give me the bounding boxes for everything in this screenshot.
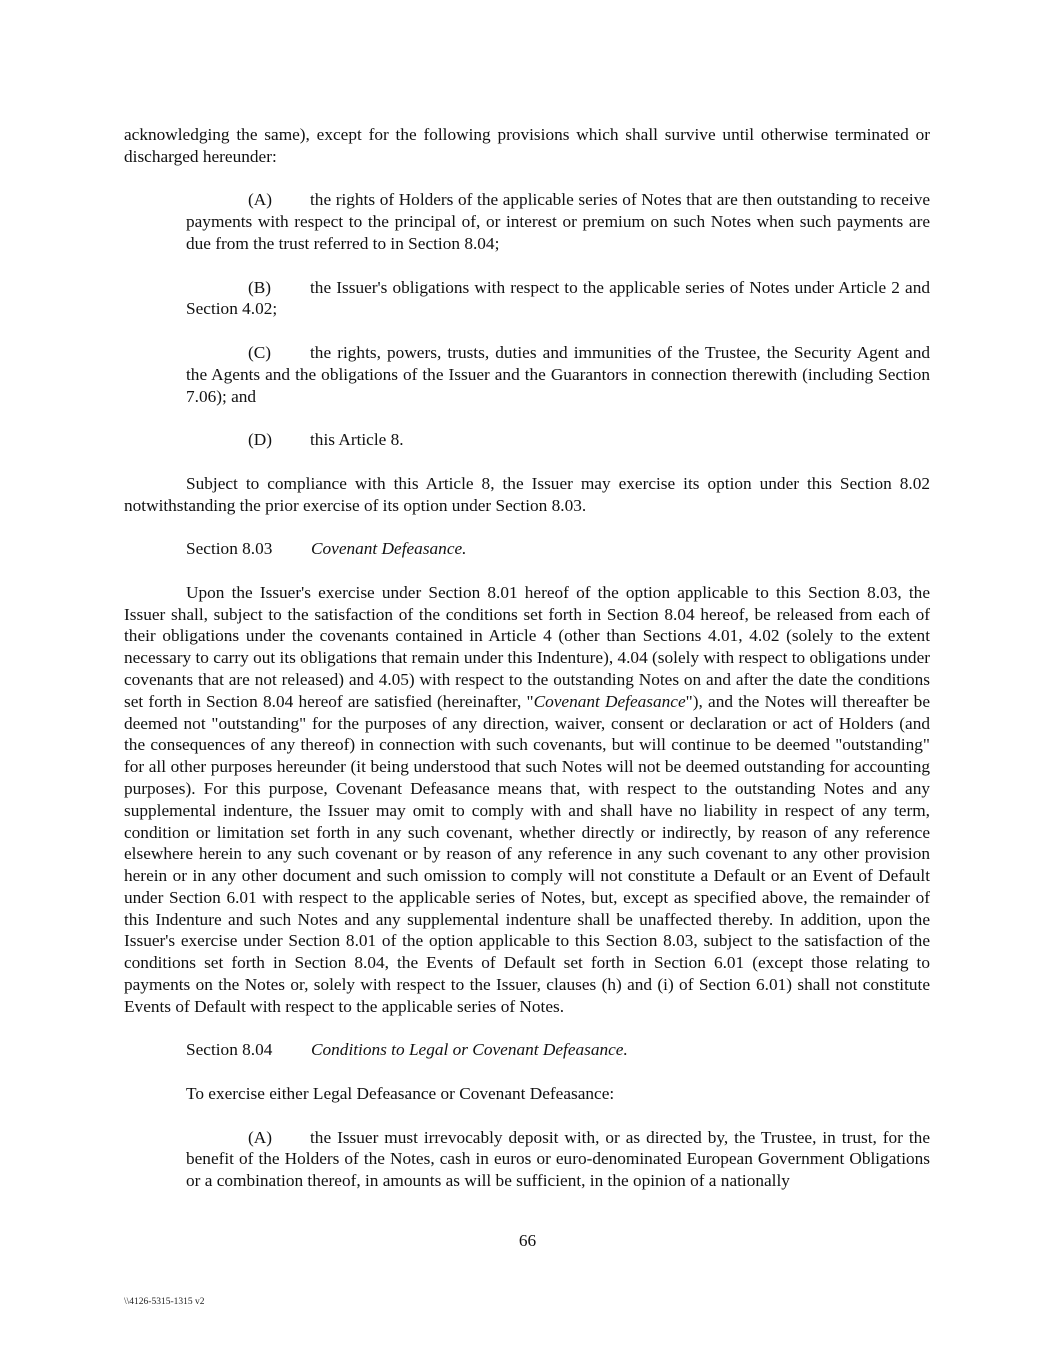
clause-a: [186, 189, 930, 254]
clause-a-text: the rights of Holders of the applicable series of Notes that are then outstanding to receive payments with respect to the principal of, or interest or premium on such Notes when such payments are due from the trust referred to in Section 8.04;: [186, 190, 930, 253]
page-number: 66: [518, 1231, 537, 1250]
document-page: [124, 124, 930, 1192]
section-803-body-part2: "), and the Notes will thereafter be deemed not "outstanding" for the purposes of any direction, waiver, consent or declaration or act of Holders (and the consequences of any thereof) in connection with such covenants, but will continue to be deemed "outstanding" for all other purposes hereunder (it being understood that such Notes will not be deemed outstanding for accounting purposes). For this purpose, Covenant Defeasance means that, with respect to the outstanding Notes and any supplemental indenture, the Issuer may omit to comply with and shall have no liability in respect of any term, condition or limitation set forth in any such covenant, whether directly or indirectly, by reason of any reference elsewhere herein to any such covenant or by reason of any reference in any such covenant to any other provision herein or in any other document and such omission to comply will not constitute a Default or an Event of Default under Section 6.01 with respect to the applicable series of Notes, but, except as specified above, the remainder of this Indenture and such Notes and any supplemental indenture shall be unaffected thereby. In addition, upon the Issuer's exercise under Section 8.01 of the option applicable to this Section 8.03, subject to the satisfaction of the conditions set forth in Section 8.04, the Events of Default set forth in Section 6.01 (except those relating to payments on the Notes or, solely with respect to the Issuer, clauses (h) and (i) of Section 6.01) shall not constitute Events of Default with respect to the applicable series of Notes.: [124, 691, 930, 1016]
clause-b-text: the Issuer's obligations with respect to the applicable series of Notes under Article 2 and Section 4.02;: [186, 277, 930, 319]
section-804-clause-a-text: the Issuer must irrevocably deposit with, or as directed by, the Trustee, in trust, for the benefit of the Holders of the Notes, cash in euros or euro-denominated European Government Obligations or a combination thereof, in amounts as will be sufficient, in the opinion of a nationally: [186, 1127, 930, 1191]
clause-d-label: (D): [248, 430, 272, 450]
section-804-heading: [186, 1039, 930, 1061]
section-803-number: Section 8.03: [186, 539, 273, 559]
section-803-body-part1: Upon the Issuer's exercise under Section 8.01 hereof of the option applicable to this Section 8.03, the Issuer shall, subject to the satisfaction of the conditions set forth in Section 8.04 hereof, be released from each of their obligations under the covenants contained in Article 4 (other than Sections 4.01, 4.02 (solely to the extent necessary to carry out its obligations that remain under this Indenture), 4.04 (solely with respect to obligations under covenants that are not released) and 4.05) with respect to the outstanding Notes on and after the date the conditions set forth in Section 8.04 hereof are satisfied (hereinafter, ": [124, 582, 930, 711]
section-803-body: [124, 582, 930, 1018]
section-804-title: Conditions to Legal or Covenant Defeasance.: [311, 1040, 628, 1060]
clause-a-label: (A): [248, 190, 272, 210]
section-803-heading: [186, 538, 930, 560]
clause-b: [186, 277, 930, 321]
clause-d-text: this Article 8.: [310, 430, 404, 450]
section-804-lead: To exercise either Legal Defeasance or Covenant Defeasance:: [186, 1084, 615, 1104]
clause-d: [186, 429, 930, 451]
clause-c: [186, 342, 930, 407]
section-804-number: Section 8.04: [186, 1040, 273, 1060]
document-id: \\4126-5315-1315 v2: [124, 1297, 205, 1307]
section-803-title: Covenant Defeasance.: [311, 539, 467, 559]
clause-c-text: the rights, powers, trusts, duties and immunities of the Trustee, the Security Agent and the Agents and the obligations of the Issuer and the Guarantors in connection therewith (including Section 7.06); and: [186, 342, 930, 406]
intro-paragraph: acknowledging the same), except for the following provisions which shall survive until otherwise terminated or discharged hereunder:: [124, 125, 930, 166]
clause-b-label: (B): [248, 277, 272, 297]
section-804-clause-a-label: (A): [248, 1127, 272, 1147]
clause-c-label: (C): [248, 342, 272, 362]
subject-paragraph: Subject to compliance with this Article 8, the Issuer may exercise its option under this Section 8.02 notwithstanding the prior exercise of its option under Section 8.03.: [124, 473, 930, 515]
section-804-clause-a: [186, 1127, 930, 1192]
covenant-defeasance-term: Covenant Defeasance: [533, 691, 686, 711]
